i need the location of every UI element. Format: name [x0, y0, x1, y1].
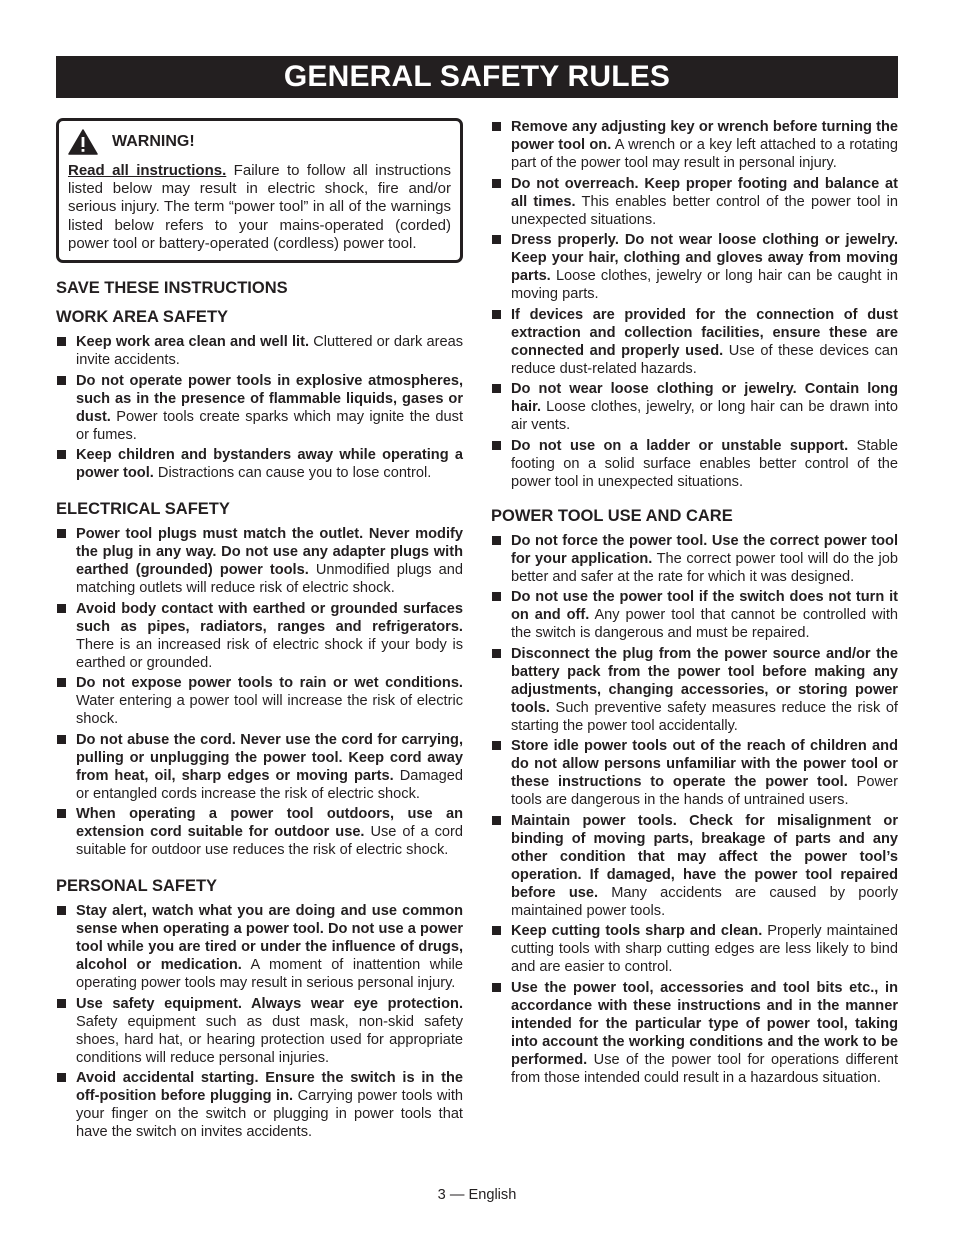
list-item: [491, 231, 898, 303]
electrical-list: [56, 525, 463, 859]
square-bullet-icon: [57, 999, 66, 1008]
warning-box: [56, 118, 463, 263]
power-tool-use-list: [491, 532, 898, 1087]
left-column: [56, 118, 463, 1144]
item-text: Such preventive safety measures reduce the risk of starting the power tool accidentally.: [511, 699, 898, 734]
work-area-list: [56, 333, 463, 482]
item-emphasis: Do not use the power tool if the switch does not turn it on and off.: [511, 589, 898, 623]
square-bullet-icon: [492, 384, 501, 393]
warning-triangle-icon: [68, 129, 98, 155]
square-bullet-icon: [492, 741, 501, 750]
item-emphasis: When operating a power tool outdoors, use an extension cord suitable for outdoor use.: [76, 806, 463, 841]
item-emphasis: Do not overreach. Keep proper footing and balance at all times.: [511, 175, 898, 210]
page-footer: [0, 1187, 954, 1203]
section-heading-work-area: WORK AREA SAFETY: [56, 308, 229, 327]
item-emphasis: If devices are provided for the connection of dust extraction and collection facilities, ensure these are connected and properly used.: [511, 306, 898, 359]
square-bullet-icon: [57, 678, 66, 687]
item-emphasis: Keep cutting tools sharp and clean.: [511, 923, 763, 939]
item-emphasis: Do not expose power tools to rain or wet conditions.: [76, 675, 463, 692]
page-number: 3 — English: [437, 1187, 517, 1203]
item-emphasis: Avoid accidental starting. Ensure the switch is in the off-position before plugging in.: [76, 1070, 463, 1105]
square-bullet-icon: [492, 235, 501, 244]
page-title-banner: [56, 56, 898, 98]
list-item: [56, 805, 463, 859]
item-emphasis: Use the power tool, accessories and tool bits etc., in accordance with these instructions and in the manner intended for the particular type of power tool, taking into account the working conditions and the work to be performed.: [511, 979, 898, 1068]
page-title: GENERAL SAFETY RULES: [283, 60, 671, 93]
square-bullet-icon: [492, 592, 501, 601]
list-item: [491, 380, 898, 434]
section-heading-electrical: ELECTRICAL SAFETY: [56, 500, 230, 519]
list-item: [56, 372, 463, 444]
square-bullet-icon: [57, 337, 66, 346]
list-item: [56, 600, 463, 672]
personal-list-right: [491, 118, 898, 491]
item-text: Unmodified plugs and matching outlets will reduce risk of electric shock.: [76, 562, 463, 597]
list-item: [56, 446, 463, 482]
item-emphasis: Store idle power tools out of the reach of children and do not allow persons unfamiliar with the power tool or these instructions to operate the power tool.: [511, 738, 898, 790]
personal-list-left: [56, 902, 463, 1141]
section-heading-power-tool-use: POWER TOOL USE AND CARE: [491, 506, 733, 525]
list-item: [56, 333, 463, 369]
square-bullet-icon: [492, 926, 501, 935]
item-emphasis: Maintain power tools. Check for misalignment or binding of moving parts, breakage of parts and any other condition that may affect the power tool’s operation. If damaged, have the power tool repaired before use.: [511, 812, 898, 901]
item-text: Power tools are dangerous in the hands of untrained users.: [511, 774, 898, 808]
item-text: Use of these devices can reduce dust-related hazards.: [511, 342, 898, 377]
square-bullet-icon: [57, 809, 66, 818]
item-text: Distractions can cause you to lose control.: [153, 465, 432, 482]
square-bullet-icon: [492, 441, 501, 450]
warning-lead: Read all instructions.: [68, 162, 227, 179]
item-text: There is an increased risk of electric shock if your body is earthed or grounded.: [76, 636, 463, 671]
list-item: [491, 922, 898, 976]
item-text: Stable footing on a solid surface enables better control of the power tool in unexpected situations.: [511, 437, 899, 490]
item-emphasis: Use safety equipment. Always wear eye protection.: [76, 995, 463, 1012]
item-text: Power tools create sparks which may ignite the dust or fumes.: [76, 408, 463, 443]
item-text: The correct power tool will do the job better and safer at the rate for which it was designed.: [511, 550, 898, 585]
item-text: Use of the power tool for operations different from those intended could result in a hazardous situation.: [511, 1051, 898, 1086]
item-text: A wrench or a key left attached to a rotating part of the power tool may result in personal injury.: [511, 137, 899, 171]
item-text: Water entering a power tool will increase the risk of electric shock.: [76, 693, 463, 728]
square-bullet-icon: [492, 649, 501, 658]
square-bullet-icon: [492, 816, 501, 825]
item-emphasis: Stay alert, watch what you are doing and use common sense when operating a power tool. Do not use a power tool while you are tired or under the influence of drugs, alcohol or medication.: [76, 903, 463, 974]
right-column: [491, 118, 898, 1089]
item-emphasis: Avoid body contact with earthed or grounded surfaces such as pipes, radiators, ranges and refrigerators.: [76, 600, 463, 635]
item-emphasis: Keep work area clean and well lit.: [76, 334, 309, 351]
square-bullet-icon: [57, 376, 66, 385]
square-bullet-icon: [492, 179, 501, 188]
square-bullet-icon: [57, 604, 66, 613]
square-bullet-icon: [57, 735, 66, 744]
item-emphasis: Do not operate power tools in explosive atmospheres, such as in the presence of flammable liquids, gases or dust.: [76, 372, 463, 425]
list-item: [491, 118, 898, 172]
square-bullet-icon: [492, 122, 501, 131]
item-emphasis: Power tool plugs must match the outlet. Never modify the plug in any way. Do not use any adapter plugs with earthed (grounded) power tools.: [76, 526, 463, 579]
item-text: Cluttered or dark areas invite accidents.: [76, 334, 463, 369]
list-item: [491, 306, 898, 378]
item-emphasis: Remove any adjusting key or wrench before turning the power tool on.: [511, 119, 898, 153]
item-text: Any power tool that cannot be controlled with the switch is dangerous and must be repaired.: [511, 607, 898, 641]
list-item: [491, 437, 898, 491]
square-bullet-icon: [57, 529, 66, 538]
item-emphasis: Dress properly. Do not wear loose clothing or jewelry. Keep your hair, clothing and gloves away from moving parts.: [511, 232, 898, 284]
item-emphasis: Do not abuse the cord. Never use the cord for carrying, pulling or unplugging the power tool. Keep cord away from heat, oil, sharp edges or moving parts.: [76, 731, 463, 784]
save-instructions: SAVE THESE INSTRUCTIONS: [56, 279, 288, 298]
item-emphasis: Do not wear loose clothing or jewelry. Contain long hair.: [511, 381, 898, 415]
warning-header: [68, 129, 451, 155]
item-text: Damaged or entangled cords increase the risk of electric shock.: [76, 767, 463, 802]
list-item: [56, 995, 463, 1067]
list-item: [491, 979, 898, 1087]
item-text: Carrying power tools with your finger on the switch or plugging in power tools that have the switch on invites accidents.: [76, 1088, 463, 1141]
item-emphasis: Do not force the power tool. Use the correct power tool for your application.: [511, 532, 898, 567]
square-bullet-icon: [492, 536, 501, 545]
square-bullet-icon: [492, 983, 501, 992]
item-text: Properly maintained cutting tools with sharp cutting edges are less likely to bind and are easier to control.: [511, 923, 898, 975]
warning-text: [68, 162, 451, 253]
item-text: Safety equipment such as dust mask, non-skid safety shoes, hard hat, or hearing protection used for appropriate conditions will reduce personal injuries.: [76, 1013, 463, 1066]
item-emphasis: Keep children and bystanders away while operating a power tool.: [76, 447, 463, 482]
list-item: [56, 731, 463, 803]
item-text: A moment of inattention while operating power tools may result in serious personal injury.: [76, 957, 463, 992]
list-item: [491, 588, 898, 642]
list-item: [491, 645, 898, 735]
item-text: Loose clothes, jewelry or long hair can be caught in moving parts.: [511, 268, 898, 302]
item-text: Loose clothes, jewelry, or long hair can be drawn into air vents.: [511, 399, 898, 433]
item-text: This enables better control of the power tool in unexpected situations.: [511, 193, 898, 228]
square-bullet-icon: [57, 1073, 66, 1082]
list-item: [491, 812, 898, 920]
item-text: Use of a cord suitable for outdoor use reduces the risk of electric shock.: [76, 824, 463, 859]
list-item: [491, 532, 898, 586]
square-bullet-icon: [57, 906, 66, 915]
list-item: [491, 175, 898, 229]
list-item: [491, 737, 898, 809]
list-item: [56, 674, 463, 728]
item-text: Many accidents are caused by poorly maintained power tools.: [511, 884, 899, 919]
list-item: [56, 902, 463, 992]
warning-title: WARNING!: [112, 133, 195, 150]
warning-body: Failure to follow all instructions listed below may result in electric shock, fire and/or serious injury. The term “power tool” in all of the warnings listed below refers to your mains-operated (corded) power tool or battery-operated (cordless) power tool.: [68, 162, 452, 252]
list-item: [56, 1069, 463, 1141]
section-heading-personal: PERSONAL SAFETY: [56, 877, 218, 896]
square-bullet-icon: [492, 310, 501, 319]
item-emphasis: Disconnect the plug from the power source and/or the battery pack from the power tool before making any adjustments, changing accessories, or storing power tools.: [511, 645, 898, 716]
item-emphasis: Do not use on a ladder or unstable support.: [511, 437, 849, 454]
square-bullet-icon: [57, 450, 66, 459]
list-item: [56, 525, 463, 597]
